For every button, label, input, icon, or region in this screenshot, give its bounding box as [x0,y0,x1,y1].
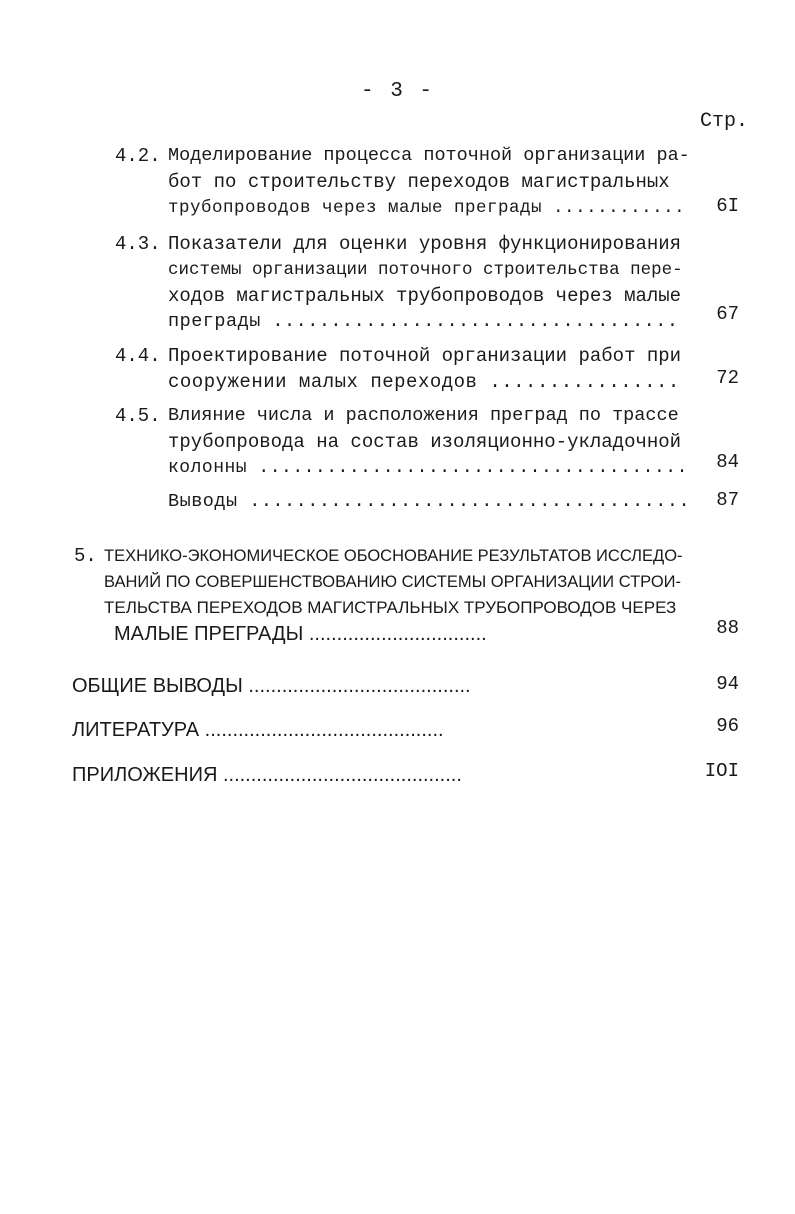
entry-page: IOI [704,760,739,782]
entry-number: 4.5. [115,405,161,427]
entry-line: ОБЩИЕ ВЫВОДЫ ........................................ [72,675,471,697]
entry-line: Моделирование процесса поточной организации ра- [168,145,690,166]
entry-page: 94 [716,673,739,695]
chapter-number: 5. [74,545,97,567]
entry-line: бот по строительству переходов магистральных [168,171,670,193]
entry-page: 67 [716,303,739,325]
page-column-label: Стр. [700,110,749,133]
entry-page: 88 [716,617,739,639]
entry-line: сооружении малых переходов ................ [168,371,680,393]
entry-line: колонны ...................................... [168,458,688,478]
entry-line: ЛИТЕРАТУРА ........................................... [72,719,444,741]
entry-number: 4.3. [115,233,161,255]
entry-line: преграды ................................... [168,311,679,332]
entry-line: трубопровода на состав изоляционно-укладочной [168,431,682,453]
entry-line: ходов магистральных трубопроводов через малые [168,285,682,307]
entry-page: 72 [716,367,739,389]
entry-page: 96 [716,715,739,737]
entry-line: Проектирование поточной организации работ при [168,345,682,367]
entry-number: 4.2. [115,145,161,167]
chapter-line: МАЛЫЕ ПРЕГРАДЫ ................................ [114,623,487,645]
entry-page: 6I [716,195,739,217]
page-number: - 3 - [360,80,434,103]
chapter-line: ТЕЛЬСТВА ПЕРЕХОДОВ МАГИСТРАЛЬНЫХ ТРУБОПРОВОДОВ ЧЕРЕЗ [104,598,677,617]
entry-line: трубопроводов через малые преграды ............ [168,198,686,218]
entry-page: 84 [716,451,739,473]
entry-line: Влияние числа и расположения преград по трассе [168,405,679,426]
entry-line: Выводы ...................................... [168,491,691,512]
entry-line: Показатели для оценки уровня функционирования [168,233,682,255]
entry-line: ПРИЛОЖЕНИЯ ........................................... [72,764,462,786]
entry-line: системы организации поточного строительства пере- [168,260,683,280]
chapter-line: ТЕХНИКО-ЭКОНОМИЧЕСКОЕ ОБОСНОВАНИЕ РЕЗУЛЬТАТОВ ИССЛЕДО- [104,547,683,565]
entry-number: 4.4. [115,345,161,367]
entry-page: 87 [716,489,739,511]
chapter-line: ВАНИЙ ПО СОВЕРШЕНСТВОВАНИЮ СИСТЕМЫ ОРГАНИЗАЦИИ СТРОИ- [104,573,682,591]
